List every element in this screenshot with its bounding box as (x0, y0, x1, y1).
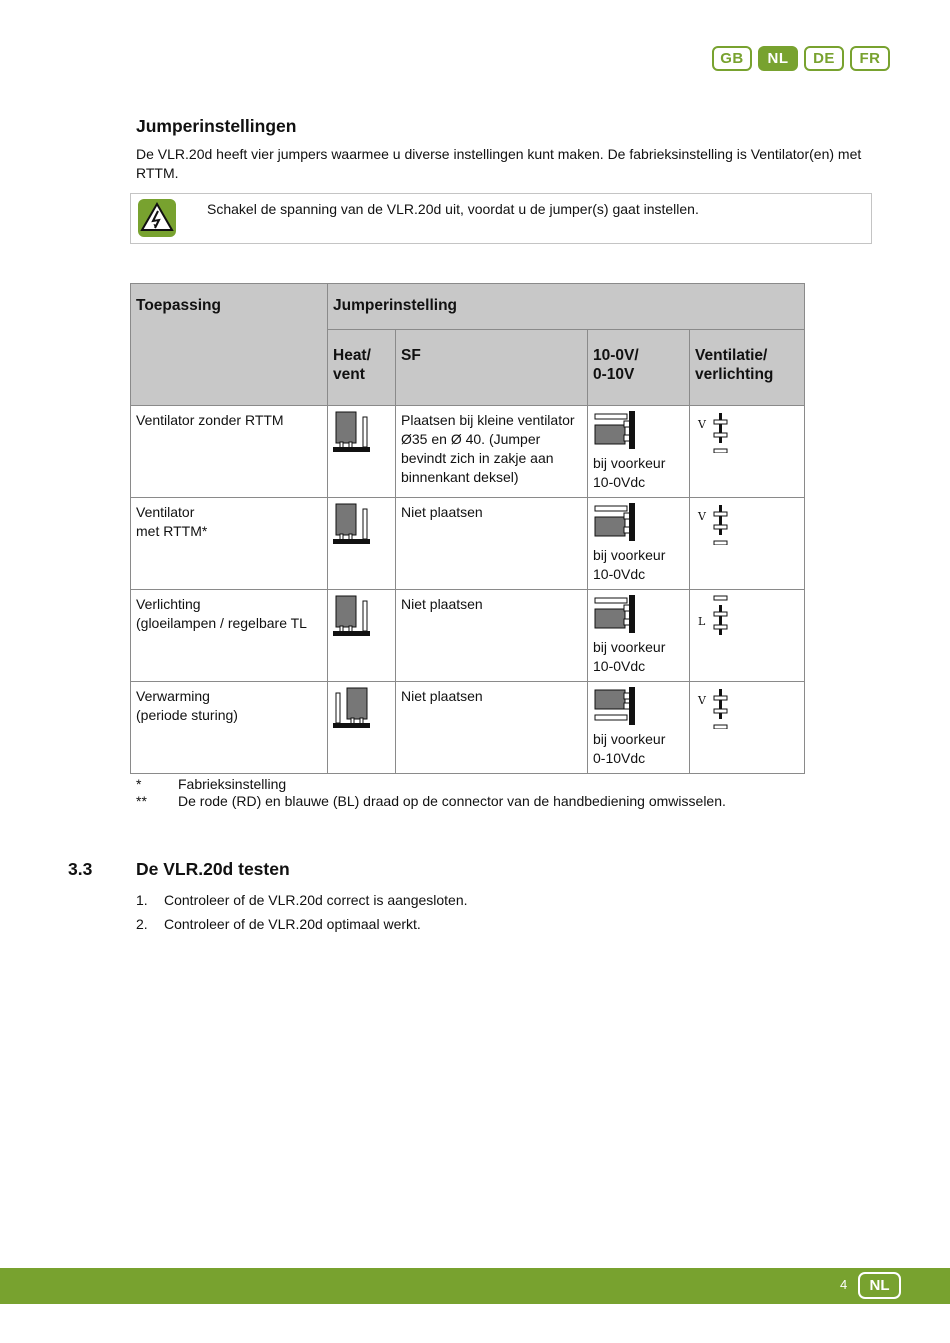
jumper-heat-vent-left-icon (333, 411, 373, 453)
heat-vent-cell (328, 682, 396, 774)
jumper-vent-light-icon (695, 503, 735, 545)
application-cell: Verlichting (gloeilampen / regelbare TL (131, 590, 328, 682)
warning-box (130, 193, 872, 244)
application-cell: Ventilator zonder RTTM (131, 406, 328, 498)
list-item: 2. Controleer of de VLR.20d optimaal werkt. (136, 916, 421, 932)
voltage-cell: bij voorkeur 10-0Vdc (588, 498, 690, 590)
footnote: * Fabrieksinstelling (136, 776, 287, 792)
vent-light-letter: V (698, 694, 706, 707)
test-steps-list (136, 888, 468, 936)
high-voltage-warning-icon (138, 199, 176, 237)
lang-tab-gb[interactable]: GB (712, 46, 752, 71)
header-jumper-setting: Jumperinstelling (328, 284, 805, 330)
section-number: 3.3 (68, 859, 93, 879)
footer-lang-badge: NL (858, 1272, 901, 1299)
sf-cell: Niet plaatsen (396, 590, 588, 682)
lang-tab-nl[interactable]: NL (758, 46, 798, 71)
jumper-vent-light-icon (695, 595, 735, 637)
subheader-sf: SF (396, 330, 588, 406)
voltage-cell: bij voorkeur 10-0Vdc (588, 590, 690, 682)
jumper-voltage-alt-icon (593, 687, 639, 725)
vent-light-cell (690, 590, 805, 682)
jumper-voltage-icon (593, 411, 639, 449)
list-item: 1. Controleer of de VLR.20d correct is aangesloten. (136, 892, 468, 908)
voltage-cell: bij voorkeur 10-0Vdc (588, 406, 690, 498)
jumper-vent-light-icon (695, 687, 735, 729)
page-number: 4 (840, 1277, 848, 1292)
voltage-cell: bij voorkeur 0-10Vdc (588, 682, 690, 774)
jumper-heat-vent-left-icon (333, 595, 373, 637)
vent-light-letter: V (698, 418, 706, 431)
vent-light-letter: V (698, 510, 706, 523)
jumper-settings-table (130, 283, 805, 774)
table-row (131, 590, 805, 682)
sf-cell: Niet plaatsen (396, 682, 588, 774)
vent-light-cell (690, 498, 805, 590)
footnotes (136, 776, 726, 810)
footer-bar (0, 1268, 950, 1304)
subheader-heat-vent: Heat/ vent (328, 330, 396, 406)
heat-vent-cell (328, 590, 396, 682)
vent-light-cell (690, 682, 805, 774)
table-row (131, 406, 805, 498)
section-heading: Jumperinstellingen (136, 116, 297, 136)
sf-cell: Plaatsen bij kleine ventilator Ø35 en Ø 40. (Jumper bevindt zich in zakje aan binnenkant deksel) (396, 406, 588, 498)
jumper-heat-vent-left-icon (333, 503, 373, 545)
jumper-vent-light-icon (695, 411, 735, 453)
heat-vent-cell (328, 406, 396, 498)
vent-light-letter: L (698, 615, 706, 628)
jumper-heat-vent-right-icon (333, 687, 373, 729)
lang-tab-de[interactable]: DE (804, 46, 844, 71)
table-row (131, 498, 805, 590)
section-title: De VLR.20d testen (136, 859, 290, 879)
vent-light-cell (690, 406, 805, 498)
sf-cell: Niet plaatsen (396, 498, 588, 590)
warning-text: Schakel de spanning van de VLR.20d uit, voordat u de jumper(s) gaat instellen. (207, 201, 699, 217)
footnote: ** De rode (RD) en blauwe (BL) draad op de connector van de handbediening omwisselen. (136, 793, 726, 809)
jumper-voltage-icon (593, 595, 639, 633)
subheader-vent-light: Ventilatie/ verlichting (690, 330, 805, 406)
jumper-voltage-icon (593, 503, 639, 541)
subheader-voltage: 10-0V/ 0-10V (588, 330, 690, 406)
heat-vent-cell (328, 498, 396, 590)
language-tabs (712, 46, 890, 71)
application-cell: Ventilator met RTTM* (131, 498, 328, 590)
table-row (131, 682, 805, 774)
lang-tab-fr[interactable]: FR (850, 46, 890, 71)
intro-paragraph: De VLR.20d heeft vier jumpers waarmee u diverse instellingen kunt maken. De fabrieksinstelling is Ventilator(en) met RTTM. (136, 146, 862, 181)
application-cell: Verwarming (periode sturing) (131, 682, 328, 774)
header-application: Toepassing (131, 284, 328, 406)
